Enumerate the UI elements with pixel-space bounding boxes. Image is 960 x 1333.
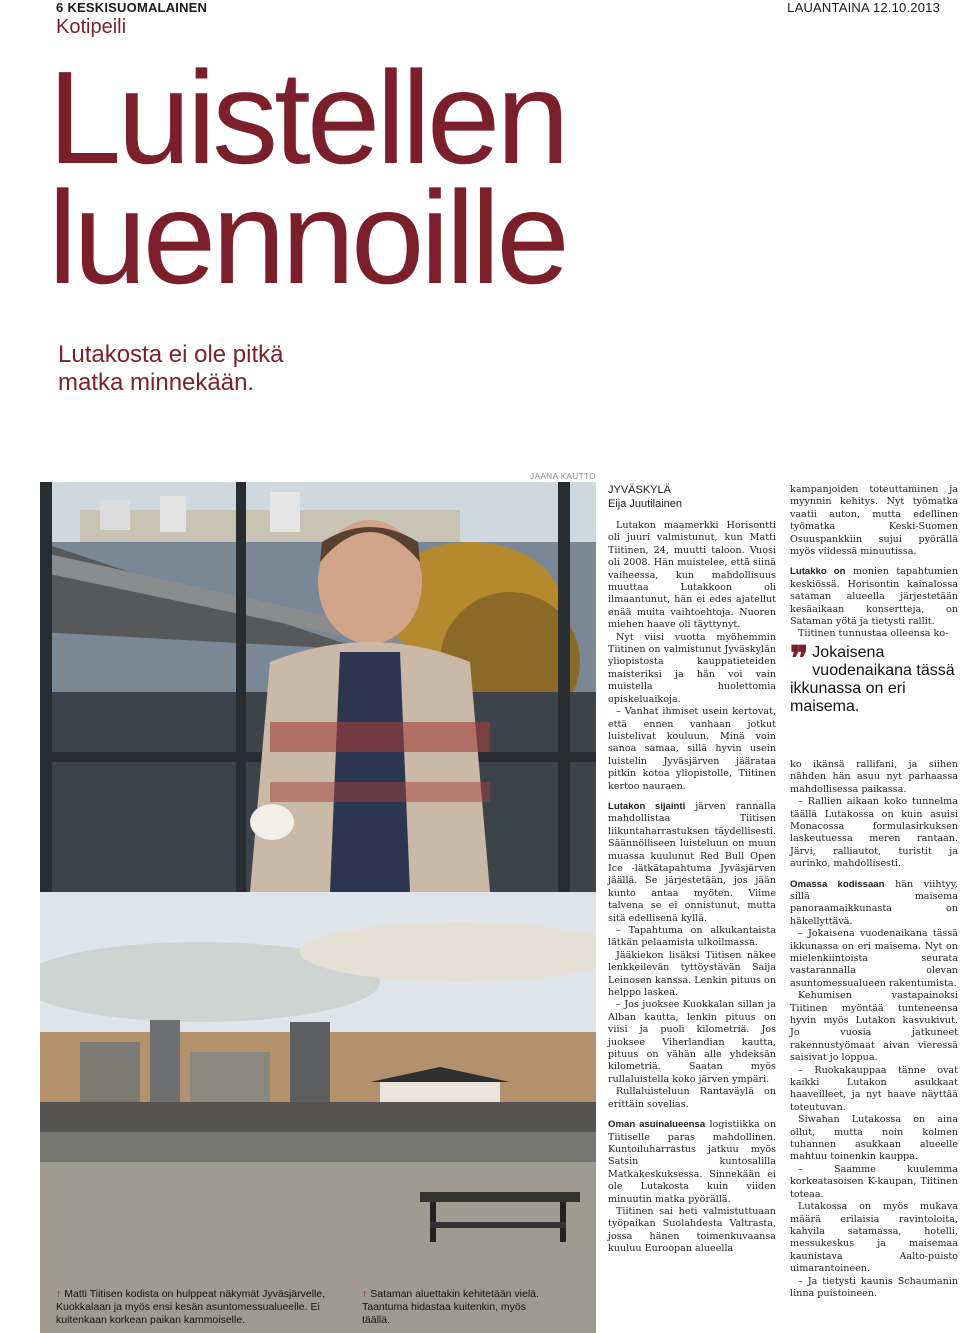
paragraph-lead-in: Omassa kodissaan (790, 878, 885, 890)
deck (58, 341, 358, 397)
photo-man-at-window (40, 482, 596, 892)
article-paragraph (608, 801, 776, 925)
article-paragraph: – Tapahtuma on alkukantaista lätkän pelaamista ulkoilmassa. (608, 925, 776, 949)
article-paragraph: Lutakon maamerkki Horisontti oli juuri valmistunut, kun Matti Tiitinen, 24, muutti taloon. Vuosi oli 2008. Hän muistelee, että siinä vaiheessa, kun mahdollisuus muuttaa Lutakkoon oli ilmaantunut, hän ei edes ajatellut enää muita vaihtoehtoja. Nuoren miehen haave oli täyttynyt. (608, 520, 776, 631)
article-paragraph: – Ruokakauppaa tänne ovat kaikki Lutakon asukkaat haaveilleet, ja nyt haave näyttää toteutuvan. (790, 1064, 958, 1113)
photo-caption-second (362, 1288, 540, 1327)
article-paragraph: – Saamme kuulemma korkeatasoisen K-kaupan, Tiitinen toteaa. (790, 1163, 958, 1200)
article-paragraph: Lutakossa on myös mukava määrä erilaisia ravintoloita, kahvila satamassa, hotelli, messukeskus ja maisemaa kaunistava Aalto-puisto uimarantoineen. (790, 1201, 958, 1275)
newspaper-name: KESKISUOMALAINEN (67, 0, 208, 15)
photo-credit: JAANA KAUTTO (530, 472, 596, 481)
paragraph-lead-in: Lutakon sijainti (608, 800, 686, 812)
article-paragraph: Siwahan Lutakossa on aina ollut, mutta noin kolmen tuhannen asukkaan alueelle mahtuu toinenkin kauppa. (790, 1114, 958, 1163)
article-column-2-bottom (790, 759, 958, 1300)
article-column-2 (790, 484, 958, 1300)
article-column-2-top (790, 484, 958, 641)
deck-line-1: Lutakosta ei ole pitkä (58, 341, 284, 368)
article-paragraph: ko ikänsä rallifani, ja siihen nähden hän asuu nyt parhaassa mahdollisessa paikassa. (790, 758, 958, 795)
article-paragraph: Rullaluisteluun Rantaväylä on erittäin sovelias. (608, 1086, 776, 1110)
section-title: Kotipeili (56, 16, 127, 38)
paragraph-text: hän viihtyy, sillä maisema panoraamaikkunasta on häkellyttävä. (790, 878, 958, 927)
article-paragraph: Tiitinen tunnustaa olleensa ko- (798, 628, 949, 640)
article-paragraph: – Rallien aikaan koko tunnelma täällä Lutakossa on kuin asuisi Monacossa formulasirkuksen laskeutuessa meren rantaan. Järvi, ralliautot, turistit ja aurinko, mahdollisesti. (790, 796, 958, 870)
article-paragraph: – Jos juoksee Kuokkalan sillan ja Alban kautta, lenkin pituus on viisi ja puoli kilometriä. Jos juoksee Viherlandian kautta, pituus on vähän alle yhdeksän kilometriä. Saatan myös rullaluistella koko järven ympäri. (608, 999, 776, 1085)
arrow-up-icon: ↑ (362, 1288, 368, 1300)
article-paragraph (608, 1119, 776, 1206)
photo-harbour-view-illustration (40, 892, 596, 1333)
paragraph-text: järven rannalla mahdollistaa Tiitisen liikuntaharrastuksen täydellisesti. Säännölliseen luisteluun on muun muassa kuulunut Red Bull Open Ice -lätkätapahtuma Jyväsjärven jäällä. Se järjestetään, jos jään kunto antaa myöten. Viime talvena se ei onnistunut, mutta sitä edellisenä kyllä. (608, 800, 776, 924)
page-number: 6 (56, 0, 64, 15)
article-paragraph: kampanjoiden toteuttaminen ja myynnin kehitys. Nyt työmatka vaatii auton, mutta edellinen työmatka Keski-Suomen Osuuspankkiin sujui pyörällä myös viidessä minuutissa. (790, 484, 958, 558)
paragraph-text: monien tapahtumien keskiössä. Horisontin kainalossa sataman alueella järjestetään kesäaikaan konsertteja, on Sataman yötä ja tietysti rallit. (790, 566, 958, 628)
deck-line-2: matka minnekään. (58, 369, 255, 396)
paragraph-text: logistiikka on Tiitiselle paras mahdollinen. Kuntoiluharrastus jatkuu myös Satsin kuntosalilla Matkakeskuksessa. Sinnekään ei ole Lutakosta kuin viiden minuutin matka pyörällä. (608, 1119, 776, 1205)
article-column-1 (608, 520, 776, 1256)
article-paragraph: Kehumisen vastapainoksi Tiitinen myöntää tunteneensa hyvin myös Lutakon kasvukivut. Jo vuosia jatkuneet rakennustyömaat aivan vieressä saisivat jo loppua. (790, 990, 958, 1064)
photo-caption-main (56, 1288, 348, 1327)
pullquote-text: Jokaisena vuodenaikana tässä ikkunassa on eri maisema. (790, 644, 955, 715)
article-paragraph (790, 566, 958, 628)
headline-line-1: Luistellen (48, 44, 566, 191)
paragraph-lead-in: Oman asuinalueensa (608, 1119, 706, 1131)
article-paragraph: – Ja tietysti kaunis Schaumanin linna puistoineen. (790, 1275, 958, 1299)
issue-date: LAUANTAINA 12.10.2013 (787, 0, 940, 15)
headline (48, 44, 608, 311)
article-paragraph: Jääkiekon lisäksi Tiitisen näkee lenkkeilevän tyttöystävän Saija Leinosen kanssa. Lenkin pituus on helppo laskea. (608, 949, 776, 999)
arrow-up-icon: ↑ (56, 1288, 62, 1300)
photo-harbour-view (40, 892, 596, 1333)
dateline: JYVÄSKYLÄ (608, 484, 671, 496)
page-folio (56, 0, 207, 15)
quote-mark-icon: ❞ (790, 639, 809, 679)
article-paragraph: – Jokaisena vuodenaikana tässä ikkunassa on eri maisema. Nyt on mielenkiintoista seurata vastarannalla olevan asuntomessualueen rakentumista. (790, 928, 958, 989)
article-paragraph: Nyt viisi vuotta myöhemmin Tiitinen on valmistunut Jyväskylän yliopistosta kauppatieteiden maisteriksi ja hän voi vain muistella huolettomia opiskeluaikoja. (608, 631, 776, 705)
pullquote (790, 639, 956, 716)
article-paragraph (790, 879, 958, 929)
byline: Eija Juutilainen (608, 498, 682, 510)
photo-man-at-window-illustration (40, 482, 596, 892)
headline-line-2: luennoille (48, 164, 566, 311)
caption-second-text: Sataman aluettakin kehitetään vielä. Taantuma hidastaa kuitenkin, myös täällä. (362, 1288, 539, 1326)
article-paragraph: – Vanhat ihmiset usein kertovat, että ennen vanhaan jotkut luistelivat kouluun. Minä voin sanoa samaa, sillä hyvin usein luistelin Jyväsjärven jäärataa pitkin kotoa yliopistolle, Tiitinen kertoo nauraen. (608, 706, 776, 792)
paragraph-lead-in: Lutakko on (790, 566, 846, 578)
article-paragraph: Tiitinen sai heti valmistuttuaan työpaikan Suolahdesta Valtrasta, jossa hänen toimenkuvaansa kuuluu Euroopan alueella (608, 1205, 776, 1255)
caption-main-text: Matti Tiitisen kodista on hulppeat näkymät Jyväsjärvelle, Kuokkalaan ja myös ensi kesän asuntomessualueelle. Ei kuitenkaan korkean paikan kammoiselle. (56, 1288, 326, 1326)
